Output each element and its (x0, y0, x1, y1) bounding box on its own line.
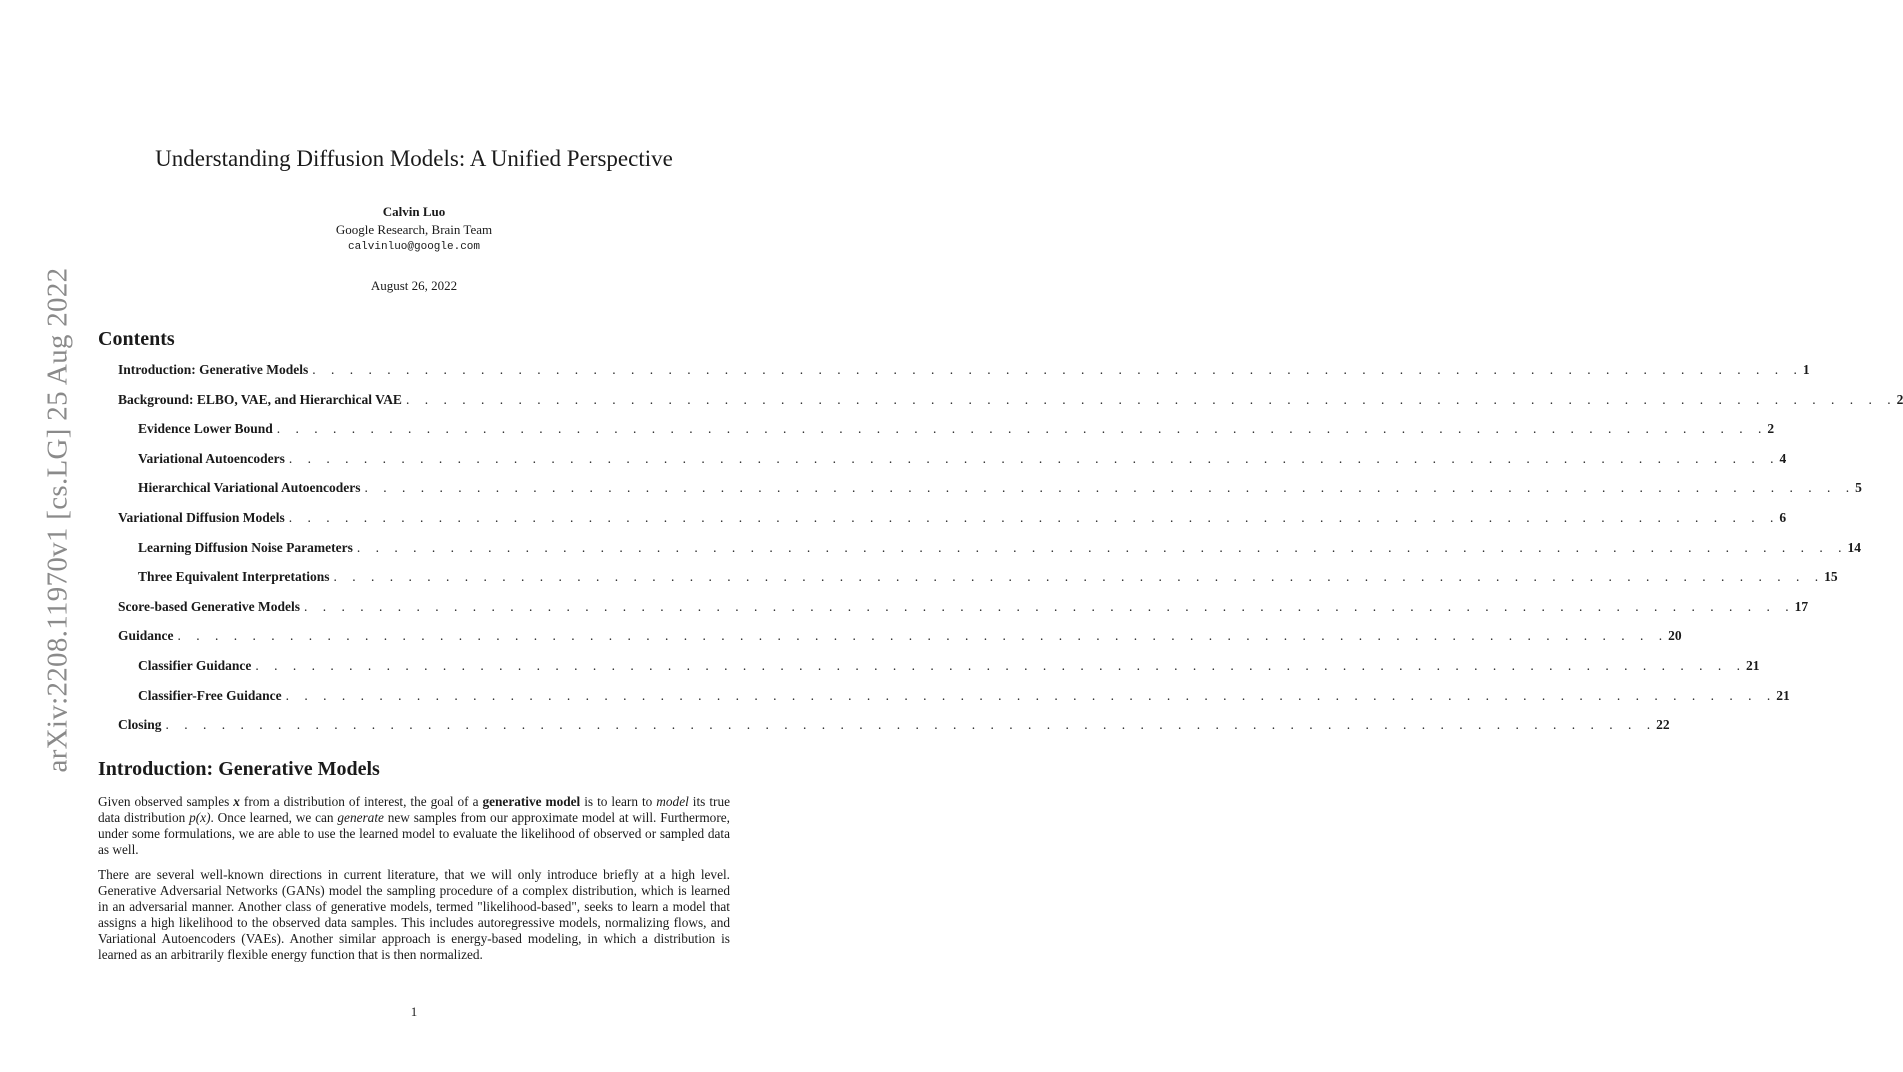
toc-leader-dots: . . . . . . . . . . . . . . . . . . . . . . . . . . . . . . . . . . . . . . . . . . . . . . . . . . . . . . . . . . . . . . . . . . . . . . . . . . . . . . . . (165, 717, 1657, 733)
toc-entry-page: 17 (1794, 598, 1809, 614)
toc-entry-label: Closing (118, 717, 162, 733)
author-email[interactable]: calvinluo@google.com (347, 241, 481, 253)
toc-entry[interactable] (138, 687, 1790, 708)
toc-entry[interactable] (138, 539, 1861, 560)
toc-leader-dots: . . . . . . . . . . . . . . . . . . . . . . . . . . . . . . . . . . . . . . . . . . . . . . . . . . . . . . . . . . . . . . . . . . . . . . . . . . . . . . . . (285, 687, 1777, 703)
toc-entry-page: 4 (1779, 450, 1787, 466)
term-generative-model: generative model (482, 794, 581, 809)
toc-entry[interactable] (138, 450, 1787, 471)
toc-entry-page: 14 (1847, 539, 1861, 555)
toc-entry-page: 20 (1668, 628, 1682, 644)
toc-entry-label: Learning Diffusion Noise Parameters (138, 539, 353, 555)
toc-entry[interactable] (118, 598, 1809, 619)
toc-leader-dots: . . . . . . . . . . . . . . . . . . . . . . . . . . . . . . . . . . . . . . . . . . . . . . . . . . . . . . . . . . . . . . . . . . . . . . . . . . . . . . . . (255, 658, 1747, 673)
author-name: Calvin Luo (382, 204, 446, 219)
toc-entry-label: Background: ELBO, VAE, and Hierarchical VAE (118, 391, 402, 407)
toc-entry-label: Three Equivalent Interpretations (138, 569, 330, 585)
toc-entry-page: 1 (1802, 362, 1810, 377)
p1-text-b: from a distribution of interest, the goal of a (239, 794, 483, 809)
toc-leader-dots: . . . . . . . . . . . . . . . . . . . . . . . . . . . . . . . . . . . . . . . . . . . . . . . . . . . . . . . . . . . . . . . . . . . . . . . . . . . . . . . . (288, 510, 1780, 525)
toc-entry[interactable] (118, 628, 1682, 648)
p1-text-d: its true data distribution (98, 794, 730, 826)
toc-leader-dots: . . . . . . . . . . . . . . . . . . . . . . . . . . . . . . . . . . . . . . . . . . . . . . . . . . . . . . . . . . . . . . . . . . . . . . . . . . . . . . . . (177, 628, 1669, 644)
paper-date: August 26, 2022 (370, 278, 458, 293)
math-px: p(x) (189, 810, 211, 826)
toc-leader-dots: . . . . . . . . . . . . . . . . . . . . . . . . . . . . . . . . . . . . . . . . . . . . . . . . . . . . . . . . . . . . . . . . . . . . . . . . . . . . . . . . (405, 391, 1897, 407)
toc-leader-dots: . . . . . . . . . . . . . . . . . . . . . . . . . . . . . . . . . . . . . . . . . . . . . . . . . . . . . . . . . . . . . . . . . . . . . . . . . . . . . . . . (276, 421, 1768, 437)
toc-leader-dots: . . . . . . . . . . . . . . . . . . . . . . . . . . . . . . . . . . . . . . . . . . . . . . . . . . . . . . . . . . . . . . . . . . . . . . . . . . . . . . . . (303, 598, 1795, 614)
toc-entry-label: Guidance (118, 628, 174, 644)
toc-entry[interactable] (118, 391, 1903, 412)
toc-entry-page: 2 (1767, 421, 1775, 437)
toc-leader-dots: . . . . . . . . . . . . . . . . . . . . . . . . . . . . . . . . . . . . . . . . . . . . . . . . . . . . . . . . . . . . . . . . . . . . . . . . . . . . . . . . (364, 480, 1856, 496)
author-affiliation: Google Research, Brain Team (335, 222, 493, 237)
toc-entry-label: Score-based Generative Models (118, 598, 300, 614)
toc-entry-label: Variational Autoencoders (138, 450, 285, 466)
toc-entry-label: Classifier Guidance (138, 658, 252, 673)
toc-entry-page: 6 (1779, 510, 1787, 525)
toc-leader-dots: . . . . . . . . . . . . . . . . . . . . . . . . . . . . . . . . . . . . . . . . . . . . . . . . . . . . . . . . . . . . . . . . . . . . . . . . . . . . . . . . (288, 450, 1780, 466)
toc-entry-page: 21 (1746, 658, 1760, 673)
toc-entry-label: Classifier-Free Guidance (138, 687, 282, 703)
toc-entry[interactable] (138, 421, 1775, 441)
toc-entry-label: Variational Diffusion Models (118, 510, 285, 525)
toc-entry[interactable] (138, 658, 1760, 678)
paper-title: Understanding Diffusion Models: A Unified Perspective (155, 146, 673, 171)
toc-entry[interactable] (138, 480, 1862, 500)
toc-entry[interactable] (138, 569, 1838, 589)
section-heading: Introduction: Generative Models (98, 758, 380, 780)
contents-heading: Contents (98, 328, 175, 350)
p1-text-c: is to learn to (580, 794, 657, 809)
toc-entry[interactable] (118, 717, 1670, 737)
paragraph-2: There are several well-known directions in current literature, that we will only introduce briefly at a high level. Generative Adversarial Networks (GANs) model the sampling procedure of a complex distribution, which is learned in an adversarial manner. Another class of generative models, termed "likelihood-based", seeks to learn a model that assigns a high likelihood to the observed data samples. This includes autoregressive models, normalizing flows, and Variational Autoencoders (VAEs). Another similar approach is energy-based modeling, in which a distribution is learned as an arbitrarily flexible energy function that is then normalized. (98, 867, 730, 963)
p1-text-e: . Once learned, we can (210, 810, 338, 826)
toc-entry-page: 21 (1776, 687, 1790, 703)
paragraph-1 (98, 794, 730, 858)
p1-text-f: new samples from our approximate model at will. Furthermore, under some formulations, we are able to use the learned model to evaluate the likelihood of observed or sampled data as well. (98, 810, 730, 858)
toc-entry[interactable] (118, 362, 1810, 382)
toc-entry-label: Evidence Lower Bound (138, 421, 273, 437)
page-number: 1 (410, 1004, 418, 1019)
toc-entry-page: 15 (1824, 569, 1838, 585)
emph-generate: generate (337, 810, 384, 826)
p1-text-a: Given observed samples (98, 794, 234, 809)
toc-leader-dots: . . . . . . . . . . . . . . . . . . . . . . . . . . . . . . . . . . . . . . . . . . . . . . . . . . . . . . . . . . . . . . . . . . . . . . . . . . . . . . . . (356, 539, 1848, 555)
math-x: x (233, 794, 240, 809)
toc-leader-dots: . . . . . . . . . . . . . . . . . . . . . . . . . . . . . . . . . . . . . . . . . . . . . . . . . . . . . . . . . . . . . . . . . . . . . . . . . . . . . . . . (333, 569, 1825, 585)
arxiv-stamp: arXiv:2208.11970v1 [cs.LG] 25 Aug 2022 (41, 267, 74, 773)
toc-entry-page: 22 (1656, 717, 1670, 733)
toc-entry-label: Hierarchical Variational Autoencoders (138, 480, 361, 496)
toc-leader-dots: . . . . . . . . . . . . . . . . . . . . . . . . . . . . . . . . . . . . . . . . . . . . . . . . . . . . . . . . . . . . . . . . . . . . . . . . . . . . . . . . (312, 362, 1803, 377)
toc-entry-label: Introduction: Generative Models (118, 362, 309, 377)
toc-entry-page: 5 (1855, 480, 1862, 496)
toc-entry-page: 2 (1896, 391, 1903, 407)
toc-entry[interactable] (118, 510, 1787, 530)
emph-model: model (656, 794, 689, 809)
